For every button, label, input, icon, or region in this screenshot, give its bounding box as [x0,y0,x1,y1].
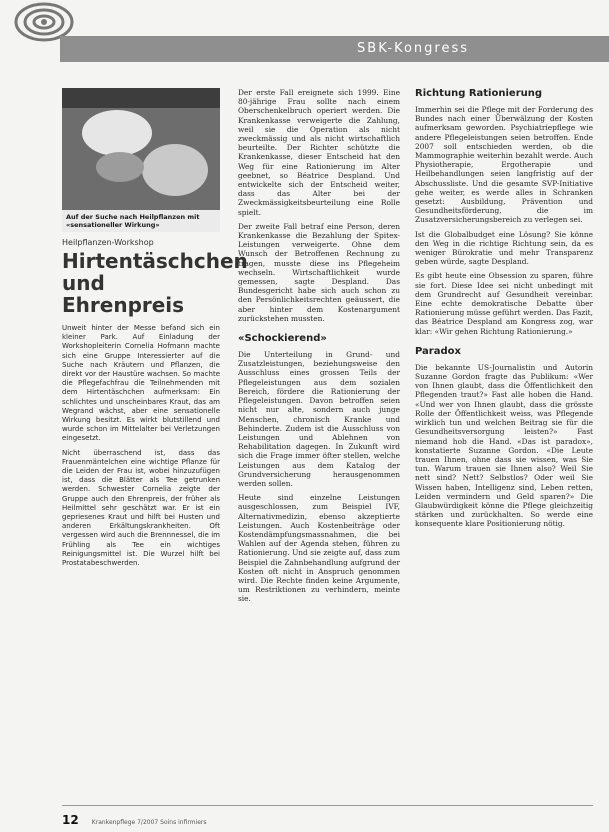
article-kicker: Heilpflanzen-Workshop [62,238,154,247]
column-left [62,88,248,573]
paragraph: Es gibt heute eine Obsession zu sparen, führe sie fort. Diese Idee sei nicht unbedingt mit dem Grundrecht auf Gesundheit vereinbar. Eine echte demokratische Debatte über Rationierung müsse geführt werden. Das Fazit, das Béatrice Despland am Kongress zog, war klar: «Wir gehen Richtung Rationierung.» [415,271,593,336]
section-band [60,36,609,62]
subhead-paradox: Paradox [415,345,461,357]
column-right [415,88,593,534]
paragraph: Die Unterteilung in Grund- und Zusatzleistungen, beziehungsweise den Ausschluss eines grossen Teils der Pflegeleistungen aus dem sozialen Bereich, fördere die Rationierung der Pflegeleistungen. Davon betroffen seien nicht nur alte, sondern auch junge Menschen, chronisch Kranke und Behinderte. Zudem ist die Ausschluss von Leistungen und Ablehnen von Rehabilitation dagegen. In Zukunft wird sich die Frage immer öfter stellen, welche Leistungen aus dem Katalog der Grundversicherung herausgenommen werden sollen. [238,350,400,488]
subhead-schockierend: «Schockierend» [238,333,327,345]
paragraph: Der erste Fall ereignete sich 1999. Eine 80-jährige Frau sollte nach einem Oberschenkelbruch operiert werden. Die Krankenkasse verweigerte die Zahlung, weil sie die Operation als nicht zweckmässig und als nicht wirtschaftlich beurteilte. Der Richter schützte die Krankenkasse, dieser Entscheid hat den Weg für eine Rationierung im Alter geebnet, so Béatrice Despland. Und entwickelte sich der Entscheid weiter, dass das Alter bei der Zweckmässigkeitsbeurteilung eine Rolle spielt. [238,88,400,217]
column-left-body [62,324,220,568]
paragraph: Der zweite Fall betraf eine Person, deren Krankenkasse die Bezahlung der Spitex-Leistungen verweigerte. Ohne dem Wunsch der Betroffenen Rechnung zu tragen, musste diese ins Pflegeheim wechseln. Wirtschaftlichkeit wurde gemessen, sagte Despland. Das Bundesgericht habe sich auch schon zu den Persönlichkeitsrechten geäussert, die aber hinter dem Kostenargument zurückstehen mussten. [238,221,400,323]
column-middle-body [238,88,400,323]
herb-photo [62,88,220,210]
column-middle [238,88,400,609]
article-headline: Hirtentäschchen und Ehrenpreis [62,249,248,317]
section-title: SBK-Kongress [357,41,469,56]
column-middle-body-b [238,350,400,603]
page-number: 12 [62,813,79,827]
paragraph: Nicht überraschend ist, dass das Frauenmäntelchen eine wichtige Pflanze für die Leiden der Frau ist, wobei hinzuzufügen ist, dass die Blätter als Tee getrunken werden. Schwester Cornelia zeigte der Gruppe auch den Ehrenpreis, der früher als Heilmittel sehr geschätzt war. Er ist ein gepriesenes Kraut und hilft bei Husten und anderen Erkältungskrankheiten. Oft vergessen wird auch die Brennnessel, die im Frühling als Tee ein wichtiges Reinigungsmittel ist. Die Wurzel hilft bei Prostatabeschwerden. [62,448,220,568]
column-right-body [415,105,593,336]
paragraph: Die bekannte US-Journalistin und Autorin Suzanne Gordon fragte das Publikum: «Wer von Ihnen glaubt, dass die Öffentlichkeit den Pflegenden traut?» Fast alle hoben die Hand. «Und wer von Ihnen glaubt, dass die grösste Rolle der Öffentlichkeit weiss, was Pflegende wirklich tun und welchen Beitrag sie für die Gesundheitsversorgung leisten?» Fast niemand hob die Hand. «Das ist paradox», konstatierte Suzanne Gordon. «Die Leute trauen Ihnen, ohne dass sie wissen, was Sie tun. Warum trauen sie Ihnen also? Weil Sie nett sind? Nett? Selbstlos? Oder weil Sie Wissen haben, Intelligenz sind, Leben retten, Leiden vermindern und Geld sparen?» Die Glaubwürdigkeit könne die Pflege gleichzeitig stärken und zurückhalten. So werde eine konsequente klare Positionierung nötig. [415,362,593,529]
photo-caption: Auf der Suche nach Heilpflanzen mit «sensationeller Wirkung» [62,210,220,232]
footer-source: Krankenpflege 7/2007 Soins infirmiers [91,819,207,826]
paragraph: Unweit hinter der Messe befand sich ein kleiner Park. Auf Einladung der Workshopleiterin Cornelia Hofmann machte sich eine Gruppe Interessierter auf die Suche nach Kräutern und Pflanzen, die direkt vor der Haustüre wachsen. So machte die Pflegefachfrau die Teilnehmenden mit dem Hirtentäschchen aufmerksam: Ein schlichtes und unscheinbares Kraut, das am Wegrand wächst, aber eine sensationelle Wirkung besitzt. Es wirkt blutstillend und wurde schon im Mittelalter bei Verletzungen eingesetzt. [62,324,220,443]
paragraph: Heute sind einzelne Leistungen ausgeschlossen, zum Beispiel IVF, Alternativmedizin, ebenso akzeptierte Leistungen. Auch Kostenbeiträge oder Kostendämpfungsmassnahmen, die bei Wahlen auf der Agenda stehen, führen zu Rationierung. Und sie zeigte auf, dass zum Beispiel die Zahnbehandlung aufgrund der Kosten oft nicht in Anspruch genommen wird. Die Rechte finden keine Argumente, um Restriktionen zu verhindern, meinte sie. [238,493,400,604]
paragraph: Immerhin sei die Pflege mit der Forderung des Bundes nach einer Überwälzung der Kosten aufmerksam geworden. Psychiatriepflege wie andere Pflegeleistungen seien betroffen. Ende 2007 soll entschieden werden, ob die Mammographie weiterhin bezahlt werde. Auch Physiotherapie, Ergotherapie und Heilbehandlungen seien langfristig auf der Abschussliste. Und die gesamte SVP-Initiative gehe weiter, es werde alles in Schranken gesetzt: Ausbildung, Prävention und Gesundheitsförderung, die im Zusatzversicherungsbereich zu verlegen sei. [415,105,593,225]
page-footer [62,809,207,828]
footer-rule [62,805,593,806]
subhead-rationierung: Richtung Rationierung [415,88,543,99]
paragraph: Ist die Globalbudget eine Lösung? Sie könne den Weg in die richtige Richtung sein, da es weniger Bürokratie und mehr Transparenz geben würde, sagte Despland. [415,229,593,267]
column-right-body-b [415,363,593,529]
